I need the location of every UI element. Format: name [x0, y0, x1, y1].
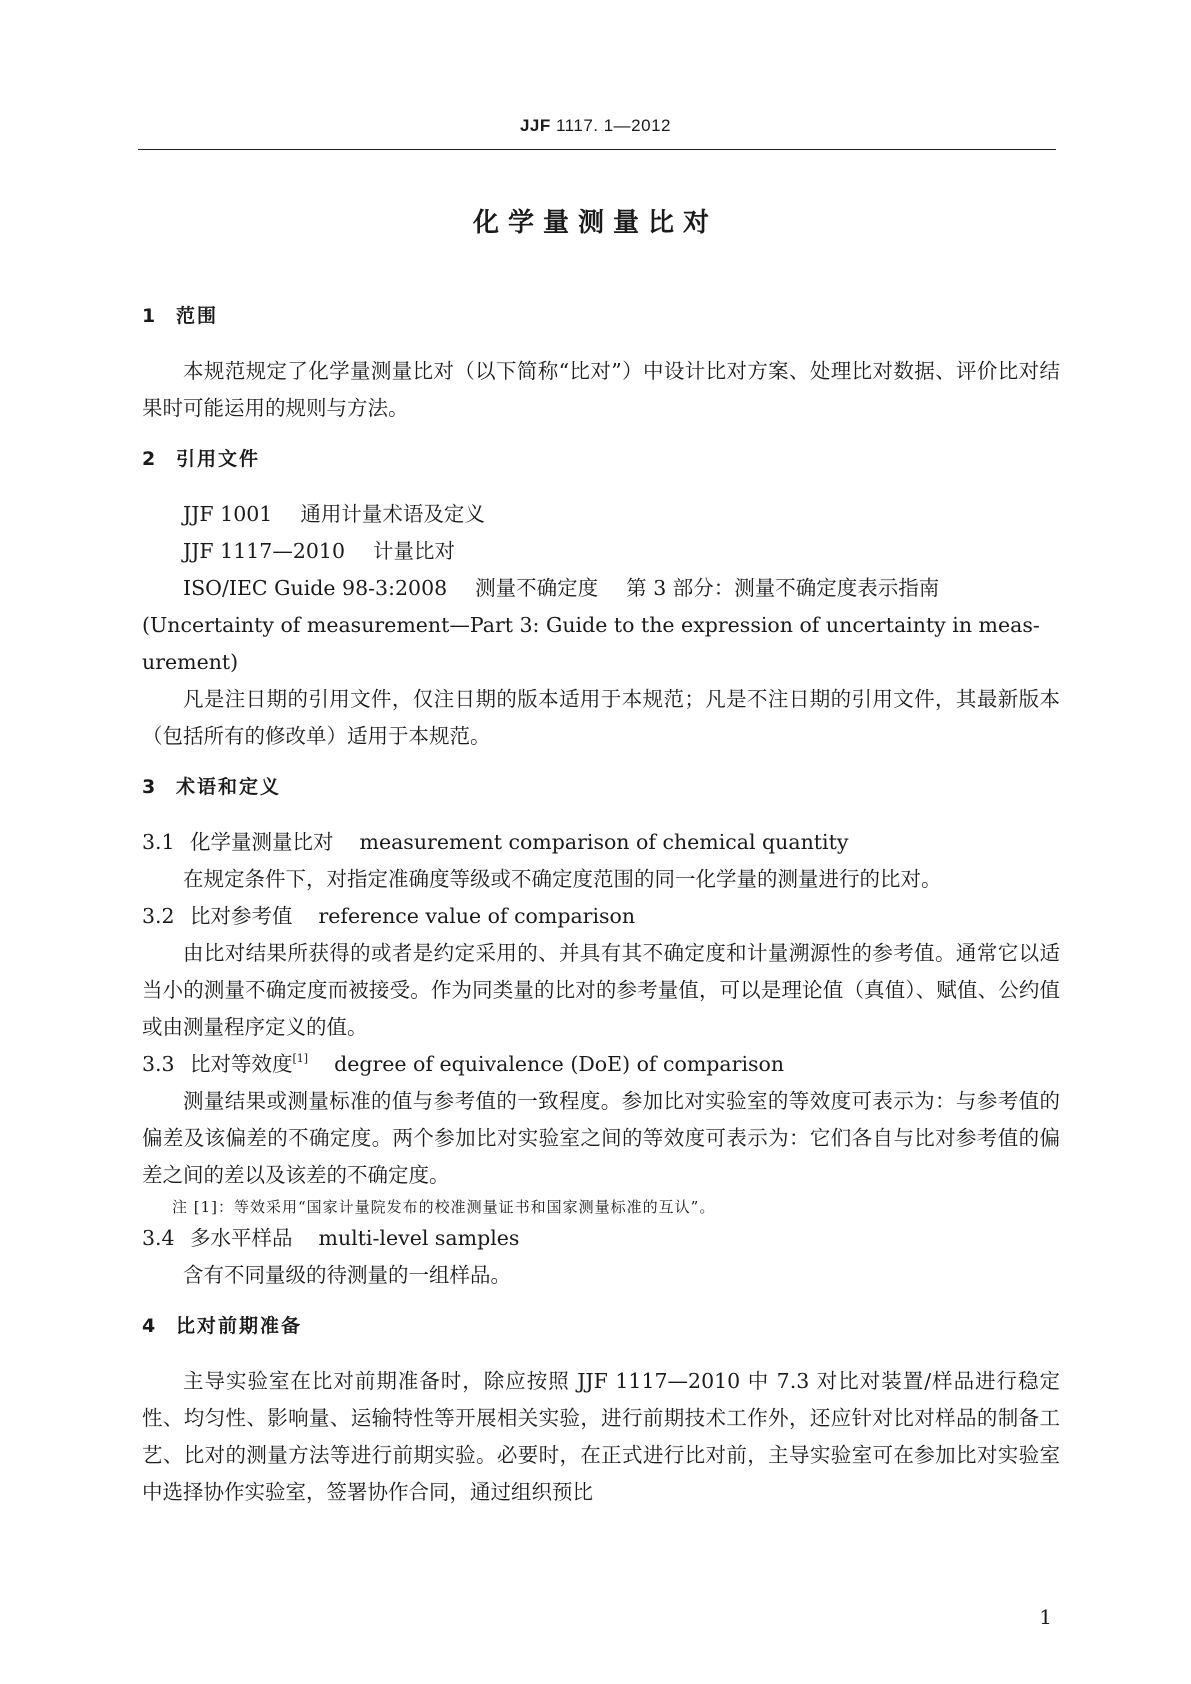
term-english: measurement comparison of chemical quantity	[359, 830, 849, 854]
term-number: 3.3	[142, 1052, 175, 1076]
term-chinese: 比对等效度	[190, 1052, 293, 1076]
term-chinese: 比对参考值	[190, 904, 293, 928]
section-title: 范围	[176, 305, 219, 327]
term-number: 3.1	[142, 830, 175, 854]
term-chinese: 多水平样品	[190, 1226, 293, 1250]
section-number: 1	[142, 305, 158, 327]
section-1-heading	[142, 298, 1060, 335]
scope-paragraph: 本规范规定了化学量测量比对（以下简称“比对”）中设计比对方案、处理比对数据、评价比对结果时可能运用的规则与方法。	[142, 359, 1060, 420]
reference-name: 测量不确定度	[475, 576, 599, 600]
section-title: 引用文件	[176, 448, 261, 470]
section-4-heading	[142, 1308, 1060, 1345]
header-code-number: 1117. 1—2012	[550, 116, 672, 135]
term-3-1	[142, 824, 1060, 861]
reference-code: ISO/IEC Guide 98-3:2008	[183, 576, 448, 600]
term-3-2	[142, 898, 1060, 935]
reference-item	[142, 533, 1060, 570]
reference-english-title: (Uncertainty of measurement—Part 3: Guide to the expression of uncertainty in meas-	[142, 613, 1040, 637]
running-header	[0, 116, 1191, 136]
preparation-paragraph: 主导实验室在比对前期准备时，除应按照 JJF 1117—2010 中 7.3 对比对装置/样品进行稳定性、均匀性、影响量、运输特性等开展相关实验，进行前期技术工作外，还应针对比对样品的制备工艺、比对的测量方法等进行前期实验。必要时，在正式进行比对前，主导实验室可在参加比对实验室中选择协作实验室，签署协作合同，通过组织预比	[142, 1369, 1060, 1504]
header-code-prefix: JJF	[519, 116, 551, 135]
page-number: 1	[1039, 1605, 1052, 1629]
term-definition: 在规定条件下，对指定准确度等级或不确定度范围的同一化学量的测量进行的比对。	[183, 867, 942, 891]
reference-item	[142, 496, 1060, 533]
section-title: 术语和定义	[176, 776, 282, 798]
term-english: multi-level samples	[318, 1226, 520, 1250]
term-definition: 含有不同量级的待测量的一组样品。	[183, 1263, 511, 1287]
section-number: 4	[142, 1315, 158, 1337]
term-english: degree of equivalence (DoE) of comparison	[334, 1052, 785, 1076]
reference-code: JJF 1001	[183, 502, 273, 526]
term-number: 3.2	[142, 904, 175, 928]
reference-english-title-cont: urement)	[142, 650, 239, 674]
section-2-heading	[142, 441, 1060, 478]
term-3-4	[142, 1220, 1060, 1257]
reference-name: 计量比对	[373, 539, 456, 563]
document-title: 化学量测量比对	[472, 208, 718, 238]
section-number: 2	[142, 448, 158, 470]
term-number: 3.4	[142, 1226, 175, 1250]
document-body	[142, 298, 1060, 1511]
term-definition: 测量结果或测量标准的值与参考值的一致程度。参加比对实验室的等效度可表示为：与参考值的偏差及该偏差的不确定度。两个参加比对实验室之间的等效度可表示为：它们各自与比对参考值的偏差之间的差以及该差的不确定度。	[142, 1089, 1060, 1187]
term-english: reference value of comparison	[318, 904, 636, 928]
header-divider	[138, 149, 1056, 150]
footnote-marker: [1]	[292, 1052, 309, 1065]
section-number: 3	[142, 776, 158, 798]
term-definition: 由比对结果所获得的或者是约定采用的、并具有其不确定度和计量溯源性的参考值。通常它以适当小的测量不确定度而被接受。作为同类量的比对的参考量值，可以是理论值（真值）、赋值、公约值或由测量程序定义的值。	[142, 941, 1060, 1039]
dated-reference-paragraph: 凡是注日期的引用文件，仅注日期的版本适用于本规范；凡是不注日期的引用文件，其最新版本（包括所有的修改单）适用于本规范。	[142, 687, 1060, 748]
term-chinese: 化学量测量比对	[190, 830, 334, 854]
section-3-heading	[142, 769, 1060, 806]
term-3-3	[142, 1046, 1060, 1083]
reference-part: 第 3 部分：测量不确定度表示指南	[626, 576, 940, 600]
reference-item	[142, 570, 1060, 607]
reference-name: 通用计量术语及定义	[300, 502, 485, 526]
section-title: 比对前期准备	[176, 1315, 303, 1337]
term-note: 注 [1]：等效采用“国家计量院发布的校准测量证书和国家测量标准的互认”。	[172, 1198, 716, 1216]
reference-code: JJF 1117—2010	[183, 539, 346, 563]
